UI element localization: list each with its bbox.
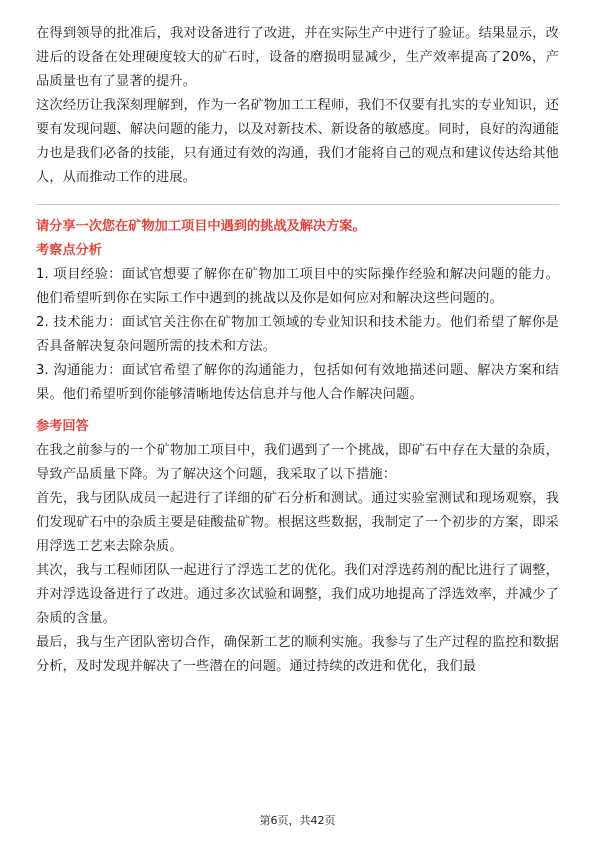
answer-paragraph-4: 最后，我与生产团队密切合作，确保新工艺的顺利实施。我参与了生产过程的监控和数据分析，及时发现并解决了一些潜在的问题。通过持续的改进和优化，我们最: [36, 635, 559, 674]
answer-paragraph-1: 在我之前参与的一个矿物加工项目中，我们遇到了一个挑战，即矿石中存在大量的杂质，导致产品质量下降。为了解决这个问题，我采取了以下措施：: [36, 443, 559, 482]
interview-question: 请分享一次您在矿物加工项目中遇到的挑战及解决方案。: [36, 219, 366, 234]
answer-paragraph-2: 首先，我与团队成员一起进行了详细的矿石分析和测试。通过实验室测试和现场观察，我们发现矿石中的杂质主要是硅酸盐矿物。根据这些数据，我制定了一个初步的方案，即采用浮选工艺来去除杂质。: [36, 491, 559, 554]
analysis-item-3: 3. 沟通能力：面试官希望了解你的沟通能力，包括如何有效地描述问题、解决方案和结果。他们希望听到你能够清晰地传达信息并与他人合作解决问题。: [36, 363, 559, 402]
answer-paragraph-3: 其次，我与工程师团队一起进行了浮选工艺的优化。我们对浮选药剂的配比进行了调整，并对浮选设备进行了改进。通过多次试验和调整，我们成功地提高了浮选效率，并减少了杂质的含量。: [36, 563, 559, 626]
analysis-item-1: 1. 项目经验：面试官想要了解你在矿物加工项目中的实际操作经验和解决问题的能力。他们希望听到你在实际工作中遇到的挑战以及你是如何应对和解决这些问题的。: [36, 267, 559, 306]
document-page: [36, 22, 559, 679]
page-number-footer: 第6页，共42页: [259, 814, 336, 827]
intro-paragraph-2: 这次经历让我深刻理解到，作为一名矿物加工工程师，我们不仅要有扎实的专业知识，还要有发现问题、解决问题的能力，以及对新技术、新设备的敏感度。同时，良好的沟通能力也是我们必备的技能，只有通过有效的沟通，我们才能将自己的观点和建议传达给其他人，从而推动工作的进展。: [36, 98, 559, 185]
analysis-heading: 考察点分析: [36, 243, 102, 258]
answer-heading: 参考回答: [36, 419, 89, 434]
intro-paragraph-1: 在得到领导的批准后，我对设备进行了改进，并在实际生产中进行了验证。结果显示，改进后的设备在处理硬度较大的矿石时，设备的磨损明显减少，生产效率提高了20%，产品质量也有了显著的提升。: [36, 26, 559, 89]
section-divider: [36, 204, 559, 205]
analysis-item-2: 2. 技术能力：面试官关注你在矿物加工领域的专业知识和技术能力。他们希望了解你是否具备解决复杂问题所需的技术和方法。: [36, 315, 559, 354]
